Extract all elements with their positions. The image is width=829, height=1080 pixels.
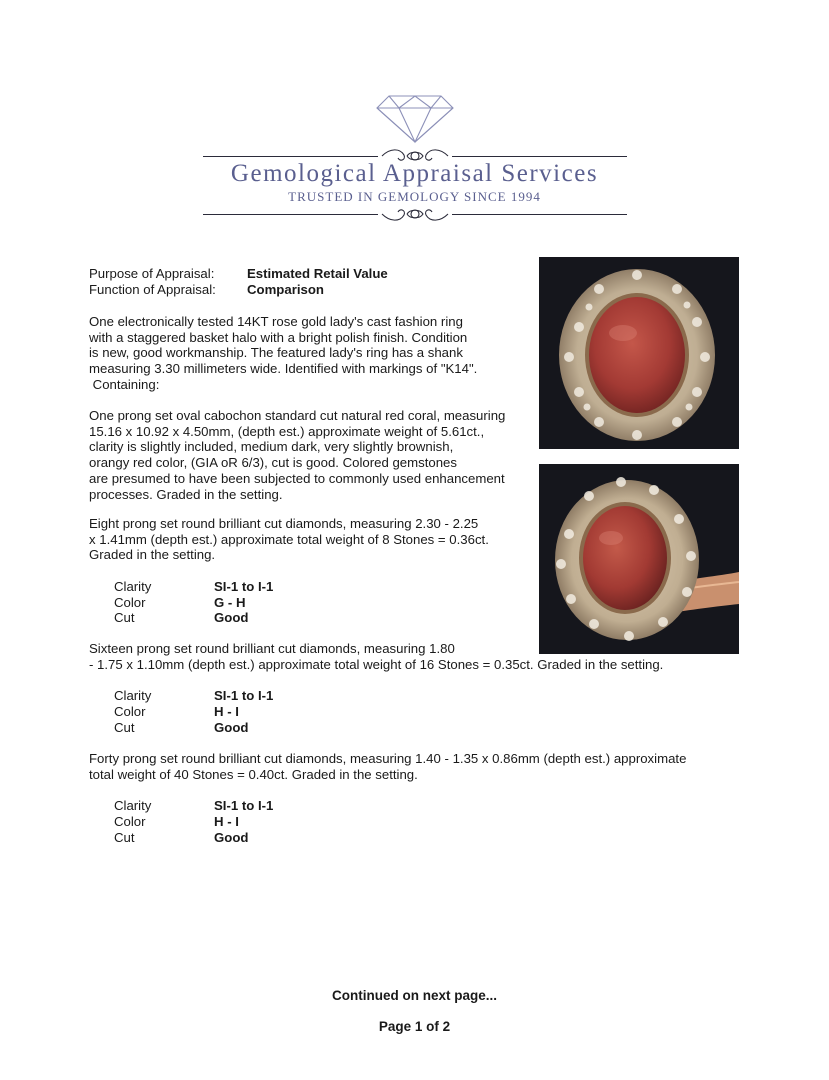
description-line: Containing: [89, 376, 160, 392]
header-top-rule-right [452, 156, 627, 157]
grade-value-color: G - H [214, 595, 246, 610]
center-stone-line: are presumed to have been subjected to commonly used enhancement [89, 470, 505, 486]
description-line: measuring 3.30 millimeters wide. Identified with markings of "K14". [89, 361, 478, 377]
description-line: with a staggered basket halo with a bright polish finish. Condition [89, 329, 468, 345]
grade-value-clarity: SI-1 to I-1 [214, 579, 274, 594]
ring-description [89, 314, 477, 393]
ring-top-view-image [539, 257, 739, 449]
center-stone-line: 15.16 x 10.92 x 4.50mm, (depth est.) approximate weight of 5.61ct., [89, 423, 485, 439]
diamond-group-1-description [89, 516, 489, 563]
description-line: One electronically tested 14KT rose gold lady's cast fashion ring [89, 314, 463, 329]
header-top-rule-left [203, 156, 378, 157]
ring-photo-top-view [539, 257, 739, 449]
diamond-group-line: - 1.75 x 1.10mm (depth est.) approximate total weight of 16 Stones = 0.35ct. Graded in the setting. [89, 656, 664, 672]
diamond-group-3-description [89, 751, 686, 782]
description-line: is new, good workmanship. The featured lady's ring has a shank [89, 345, 463, 361]
grade-value-color: H - I [214, 814, 239, 829]
grade-label-color: Color [114, 704, 146, 719]
grade-label-color: Color [114, 595, 146, 610]
grade-value-cut: Good [214, 720, 249, 735]
header-bottom-rule-left [203, 214, 378, 215]
center-stone-line: One prong set oval cabochon standard cut natural red coral, measuring [89, 408, 506, 423]
header-bottom-rule-right [452, 214, 627, 215]
center-stone-line: orangy red color, (GIA oR 6/3), cut is good. Colored gemstones [89, 455, 457, 471]
ornament-swirl-icon [380, 203, 450, 225]
continued-notice: Continued on next page... [332, 988, 497, 1003]
ring-photo-side-view [539, 464, 739, 654]
grade-value-color: H - I [214, 704, 239, 719]
center-stone-line: processes. Graded in the setting. [89, 486, 283, 502]
grade-value-cut: Good [214, 610, 249, 625]
company-name: Gemological Appraisal Services [230, 160, 599, 187]
center-stone-description [89, 408, 505, 502]
diamond-group-line: Graded in the setting. [89, 547, 216, 563]
ring-side-view-image [539, 464, 739, 654]
grade-label-cut: Cut [114, 610, 135, 625]
grade-label-cut: Cut [114, 720, 135, 735]
grade-label-clarity: Clarity [114, 579, 152, 594]
function-label: Function of Appraisal: [89, 282, 216, 297]
function-value: Comparison [247, 282, 324, 297]
grade-label-clarity: Clarity [114, 798, 152, 813]
purpose-value: Estimated Retail Value [247, 266, 388, 281]
grade-value-clarity: SI-1 to I-1 [214, 688, 274, 703]
grade-label-color: Color [114, 814, 146, 829]
diamond-group-line: total weight of 40 Stones = 0.40ct. Graded in the setting. [89, 766, 418, 782]
center-stone-line: clarity is slightly included, medium dark, very slightly brownish, [89, 439, 454, 455]
diamond-group-line: x 1.41mm (depth est.) approximate total weight of 8 Stones = 0.36ct. [89, 531, 489, 547]
company-tagline: TRUSTED IN GEMOLOGY SINCE 1994 [288, 189, 541, 204]
grade-value-clarity: SI-1 to I-1 [214, 798, 274, 813]
grade-label-cut: Cut [114, 830, 135, 845]
diamond-group-line: Sixteen prong set round brilliant cut diamonds, measuring 1.80 [89, 641, 455, 656]
page-number: Page 1 of 2 [378, 1019, 451, 1034]
grade-label-clarity: Clarity [114, 688, 152, 703]
purpose-label: Purpose of Appraisal: [89, 266, 215, 281]
diamond-group-line: Eight prong set round brilliant cut diamonds, measuring 2.30 - 2.25 [89, 516, 479, 531]
diamond-outline-icon [375, 92, 455, 144]
diamond-group-line: Forty prong set round brilliant cut diamonds, measuring 1.40 - 1.35 x 0.86mm (depth est.) approximate [89, 751, 687, 766]
grade-value-cut: Good [214, 830, 249, 845]
